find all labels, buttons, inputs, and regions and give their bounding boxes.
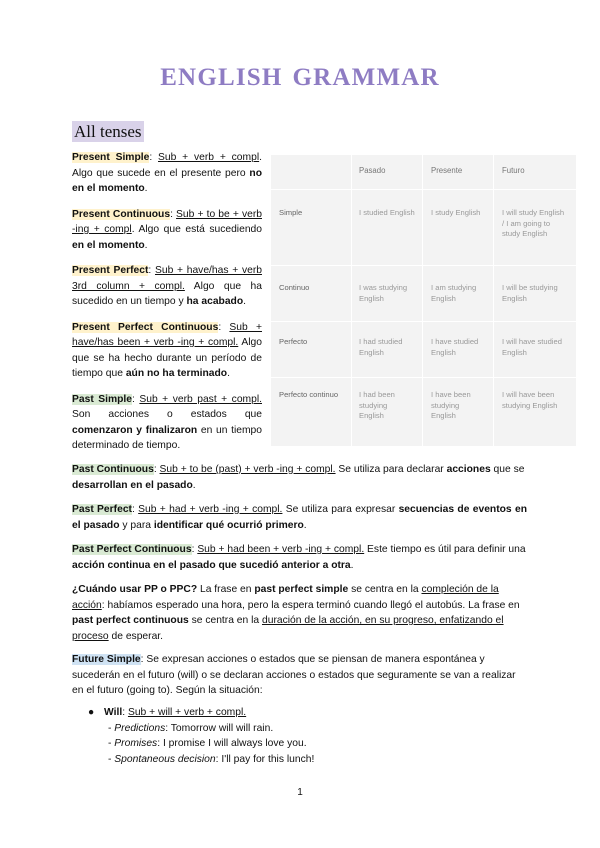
table-row-label: Perfecto continuo — [279, 390, 339, 399]
table-header-pasado: Pasado — [359, 166, 386, 175]
tense-past-perfect: Past Perfect: Sub + had + verb -ing + compl. Se utiliza para expresar secuencias de eventos en el pasado y para identificar qué ocurrió primero. — [72, 504, 527, 531]
tense-past-perfect-continuous: Past Perfect Continuous: Sub + had been + verb -ing + compl. Este tiempo es útil para definir una acción continua en el pasado que sucedió anterior a otra. — [72, 544, 526, 571]
document-page: ENGLISH GRAMMAR All tenses Present Simple: Sub + verb + compl. Algo que sucede en el presente pero no en el momento. Present Continuous: Sub + to be + verb -ing + compl. Algo que está sucediendo en el momento. Present Perfect: Sub + have/has + verb 3rd column + compl. Algo que ha sucedido en un tiempo y ha acabado. Present Perfect Continuous: Sub + have/has been + verb -ing + compl. Algo que se ha hecho durante un período de tiempo que aún no ha terminado. Past Simple: Sub + verb past + compl. Son acciones o estados que comenzaron y finalizaron en un tiempo determinado de tiempo. Pasado Presente Futuro Simple I studied English I study English I will study English / I am going to study English Continuo I was studying English I am studying English I will be studying English Perfecto I had studied English I have studied English I will have studied English Perfecto continuo I had been studying English I have been studying English I will have been studying English Past Continuous: Sub + to be (past) + verb -ing + compl. Se utiliza para declarar acciones que se desarrollan en el pasado. Past Perfect: Sub + had + verb -ing + compl. Se utiliza para expresar secuencias de eventos en el pasado y para identificar qué ocurrió primero. Past Perfect Continuous: Sub + had been + verb -ing + compl. Este tiempo es útil para definir una acción continua en el pasado que sucedió anterior a otra. ¿Cuándo usar PP o PPC? La frase en past perfect simple se centra en la compleción de la acción: habíamos esperado una hora, pero la espera terminó cuando llegó el autobús. La frase en past perfect continuous se centra en la duración de la acción, en su progreso, enfatizando el proceso de esperar. Future Simple: Se expresan acciones o estados que se piensan de manera espontánea y sucederán en el futuro (will) o se declaran acciones o estados que seguramente se van a realizar en el futuro (going to). Según la situación: ● Will: Sub + will + verb + compl. - Predictions: Tomorrow will will rain. - Promises: I promise I will always love you. - Spontaneous decision: I'll pay for this lunch! 1 — [0, 0, 600, 848]
table-header-presente: Presente — [431, 166, 463, 175]
tenses-left-column — [72, 150, 262, 464]
table-row-label: Perfecto — [279, 337, 308, 346]
table-cell: I will be studying English — [502, 283, 558, 303]
table-cell: I had been studying English — [359, 390, 395, 420]
table-cell: I studied English — [359, 208, 415, 217]
will-example: - Spontaneous decision: I'll pay for this lunch! — [108, 753, 315, 765]
title-part2: GRAMMAR — [292, 64, 440, 91]
tense-table — [271, 155, 576, 446]
tense-present-simple: Present Simple: Sub + verb + compl. Algo que sucede en el presente pero no en el momento. — [72, 152, 262, 194]
pp-vs-ppc-note: ¿Cuándo usar PP o PPC? La frase en past perfect simple se centra en la compleción de la acción: habíamos esperado una hora, pero la espera terminó cuando llegó el autobús. La frase en past perfect continuous se centra en la duración de la acción, en su progreso, enfatizando el proceso de esperar. — [72, 584, 520, 642]
table-cell: I will have studied English — [502, 337, 562, 357]
section-heading: All tenses — [74, 122, 142, 141]
tense-present-continuous: Present Continuous: Sub + to be + verb -ing + compl. Algo que está sucediendo en el momento. — [72, 208, 262, 251]
page-title — [0, 64, 600, 92]
page-number: 1 — [297, 787, 303, 798]
table-cell: I will have been studying English — [502, 390, 558, 410]
table-cell: I have been studying English — [431, 390, 471, 420]
table-header-futuro: Futuro — [502, 166, 525, 175]
tense-past-continuous: Past Continuous: Sub + to be (past) + verb -ing + compl. Se utiliza para declarar acciones que se desarrollan en el pasado. — [72, 464, 525, 491]
title-part1: ENGLISH — [160, 64, 283, 91]
table-cell: I had studied English — [359, 337, 403, 357]
table-cell: I have studied English — [431, 337, 479, 357]
tense-future-simple: Future Simple: Se expresan acciones o estados que se piensan de manera espontánea y sucederán en el futuro (will) o se declaran acciones o estados que seguramente se van a realizar en el futuro (going to). Según la situación: — [72, 654, 516, 696]
table-cell: I am studying English — [431, 283, 477, 303]
table-cell: I was studying English — [359, 283, 408, 303]
will-example: - Promises: I promise I will always love you. — [108, 738, 307, 749]
table-row-label: Continuo — [279, 283, 310, 292]
tense-past-simple: Past Simple: Sub + verb past + compl. Son acciones o estados que comenzaron y finalizaron en un tiempo determinado de tiempo. — [72, 393, 262, 451]
table-cell: I will study English / I am going to study English — [502, 208, 565, 238]
tense-present-perfect-continuous: Present Perfect Continuous: Sub + have/has been + verb -ing + compl. Algo que se ha hecho durante un período de tiempo que aún no ha terminado. — [72, 321, 262, 379]
table-row-label: Simple — [279, 208, 303, 217]
table-cell: I study English — [431, 208, 481, 217]
bullet-icon: ● — [88, 707, 95, 718]
tense-present-perfect: Present Perfect: Sub + have/has + verb 3rd column + compl. Algo que ha sucedido en un tiempo y ha acabado. — [72, 265, 263, 307]
will-example: - Predictions: Tomorrow will will rain. — [108, 722, 274, 734]
